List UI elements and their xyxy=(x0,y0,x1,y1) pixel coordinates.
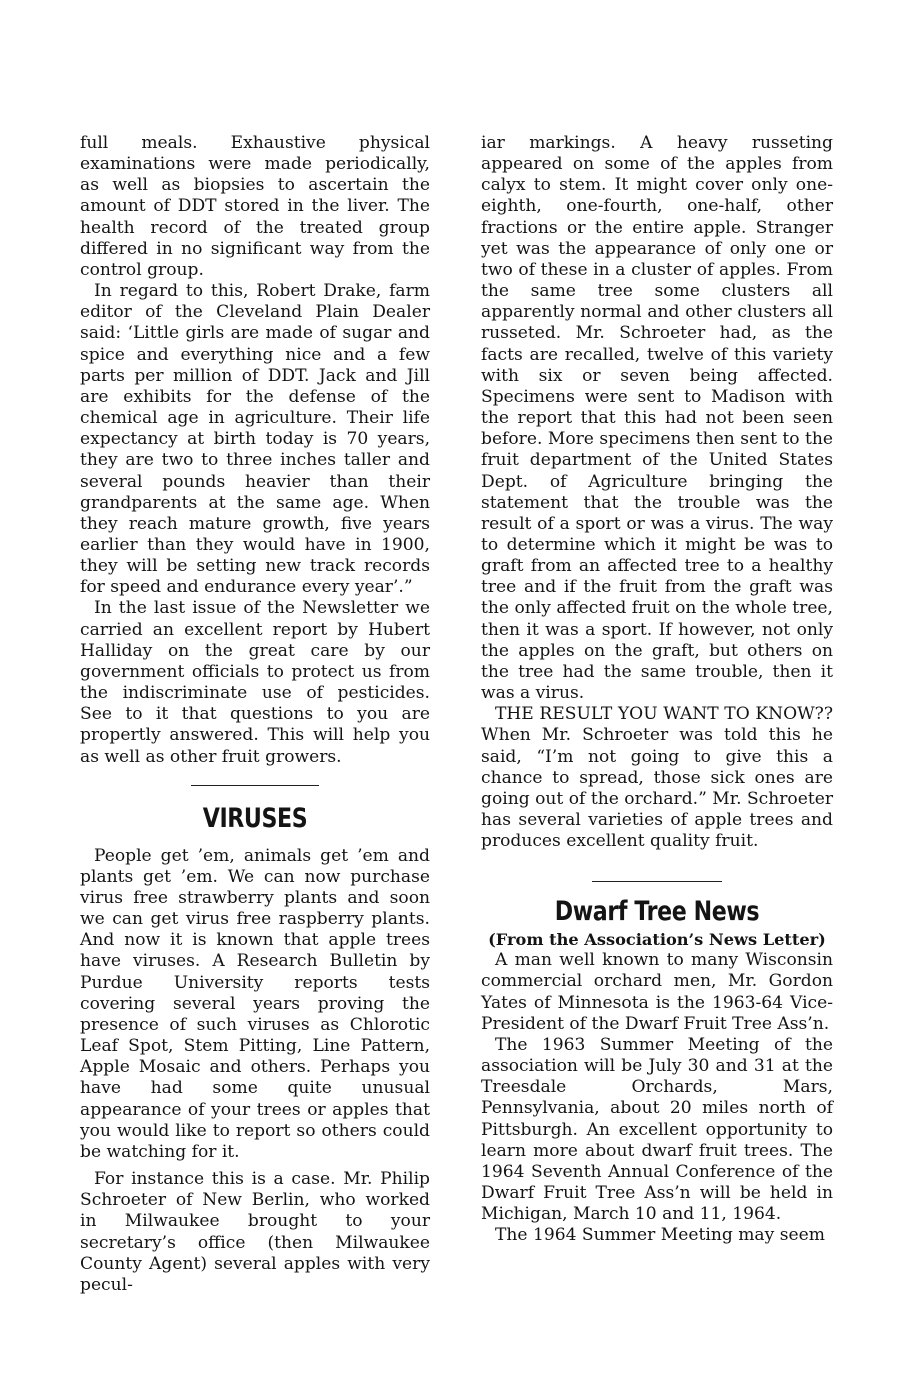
ddt-paragraph-3: In the last issue of the Newsletter we carried an excellent report by Hubert Halliday on the great care by our government officials to protect us from the indiscriminate use of pesticides. See to it that questions to you are propertly answered. This will help you as well as other fruit growers. xyxy=(80,598,430,767)
ddt-paragraph-2: In regard to this, Robert Drake, farm editor of the Cleveland Plain Dealer said: ‘Little girls are made of sugar and spice and everything nice and a few parts per million of DDT. Jack and Jill are exhibits for the defense of the chemical age in agriculture. Their life expectancy at birth today is 70 years, they are two to three inches taller and several pounds heavier than their grandparents at the same age. When they reach mature growth, five years earlier than they would have in 1900, they will be setting new track records for speed and endurance every year’.” xyxy=(80,281,430,598)
dwarf-paragraph-1: A man well known to many Wisconsin commercial orchard men, Mr. Gordon Yates of Minnesota is the 1963-64 Vice-President of the Dwarf Fruit Tree Ass’n. xyxy=(481,950,833,1034)
left-column xyxy=(80,133,430,1296)
section-divider xyxy=(592,881,722,882)
section-divider xyxy=(191,785,319,786)
ddt-paragraph-1: full meals. Exhaustive physical examinations were made periodically, as well as biopsies to ascertain the amount of DDT stored in the liver. The health record of the treated group differed in no significant way from the control group. xyxy=(80,133,430,280)
viruses-paragraph-2: For instance this is a case. Mr. Philip Schroeter of New Berlin, who worked in Milwaukee brought to your secretary’s office (then Milwaukee County Agent) several apples with very pecul- xyxy=(80,1169,430,1295)
result-paragraph: THE RESULT YOU WANT TO KNOW?? When Mr. Schroeter was told this he said, “I’m not going to give this a chance to spread, those sick ones are going out of the orchard.” Mr. Schroeter has several varieties of apple trees and produces excellent quality fruit. xyxy=(481,704,833,852)
dwarf-paragraph-2: The 1963 Summer Meeting of the association will be July 30 and 31 at the Treesdale Orchards, Mars, Pennsylvania, about 20 miles north of Pittsburgh. An excellent opportunity to learn more about dwarf fruit trees. The 1964 Seventh Annual Conference of the Dwarf Fruit Tree Ass’n will be held in Michigan, March 10 and 11, 1964. xyxy=(481,1034,833,1225)
dwarf-tree-heading: Dwarf Tree News xyxy=(554,896,760,928)
viruses-continued-paragraph: iar markings. A heavy russeting appeared on some of the apples from calyx to stem. It might cover only one-eighth, one-fourth, one-half, other fractions or the entire apple. Stranger yet was the appearance of only one or two of these in a cluster of apples. From the same tree some clusters all apparently normal and other clusters all russeted. Mr. Schroeter had, as the facts are recalled, twelve of this variety with six or seven being affected. Specimens were sent to Madison with the report that this had not been seen before. More specimens then sent to the fruit department of the United States Dept. of Agriculture bringing the statement that the trouble was the result of a sport or was a virus. The way to determine which it might be was to graft from an affected tree to a healthy tree and if the fruit from the graft was the only affected fruit on the whole tree, then it was a sport. If however, not only the apples on the graft, but others on the tree had the same trouble, then it was a virus. xyxy=(481,133,833,704)
viruses-heading: VIRUSES xyxy=(202,802,308,834)
source-note: (From the Association’s News Letter) xyxy=(488,930,826,950)
viruses-paragraph-1: People get ’em, animals get ’em and plants get ’em. We can now purchase virus free strawberry plants and soon we can get virus free raspberry plants. And now it is known that apple trees have viruses. A Research Bulletin by Purdue University reports tests covering several years proving the presence of such viruses as Chlorotic Leaf Spot, Stem Pitting, Line Pattern, Apple Mosaic and others. Perhaps you have had some quite unusual appearance of your trees or apples that you would like to report so others could be watching for it. xyxy=(80,845,430,1162)
right-column xyxy=(481,133,833,1247)
dwarf-paragraph-3: The 1964 Summer Meeting may seem xyxy=(495,1225,825,1246)
